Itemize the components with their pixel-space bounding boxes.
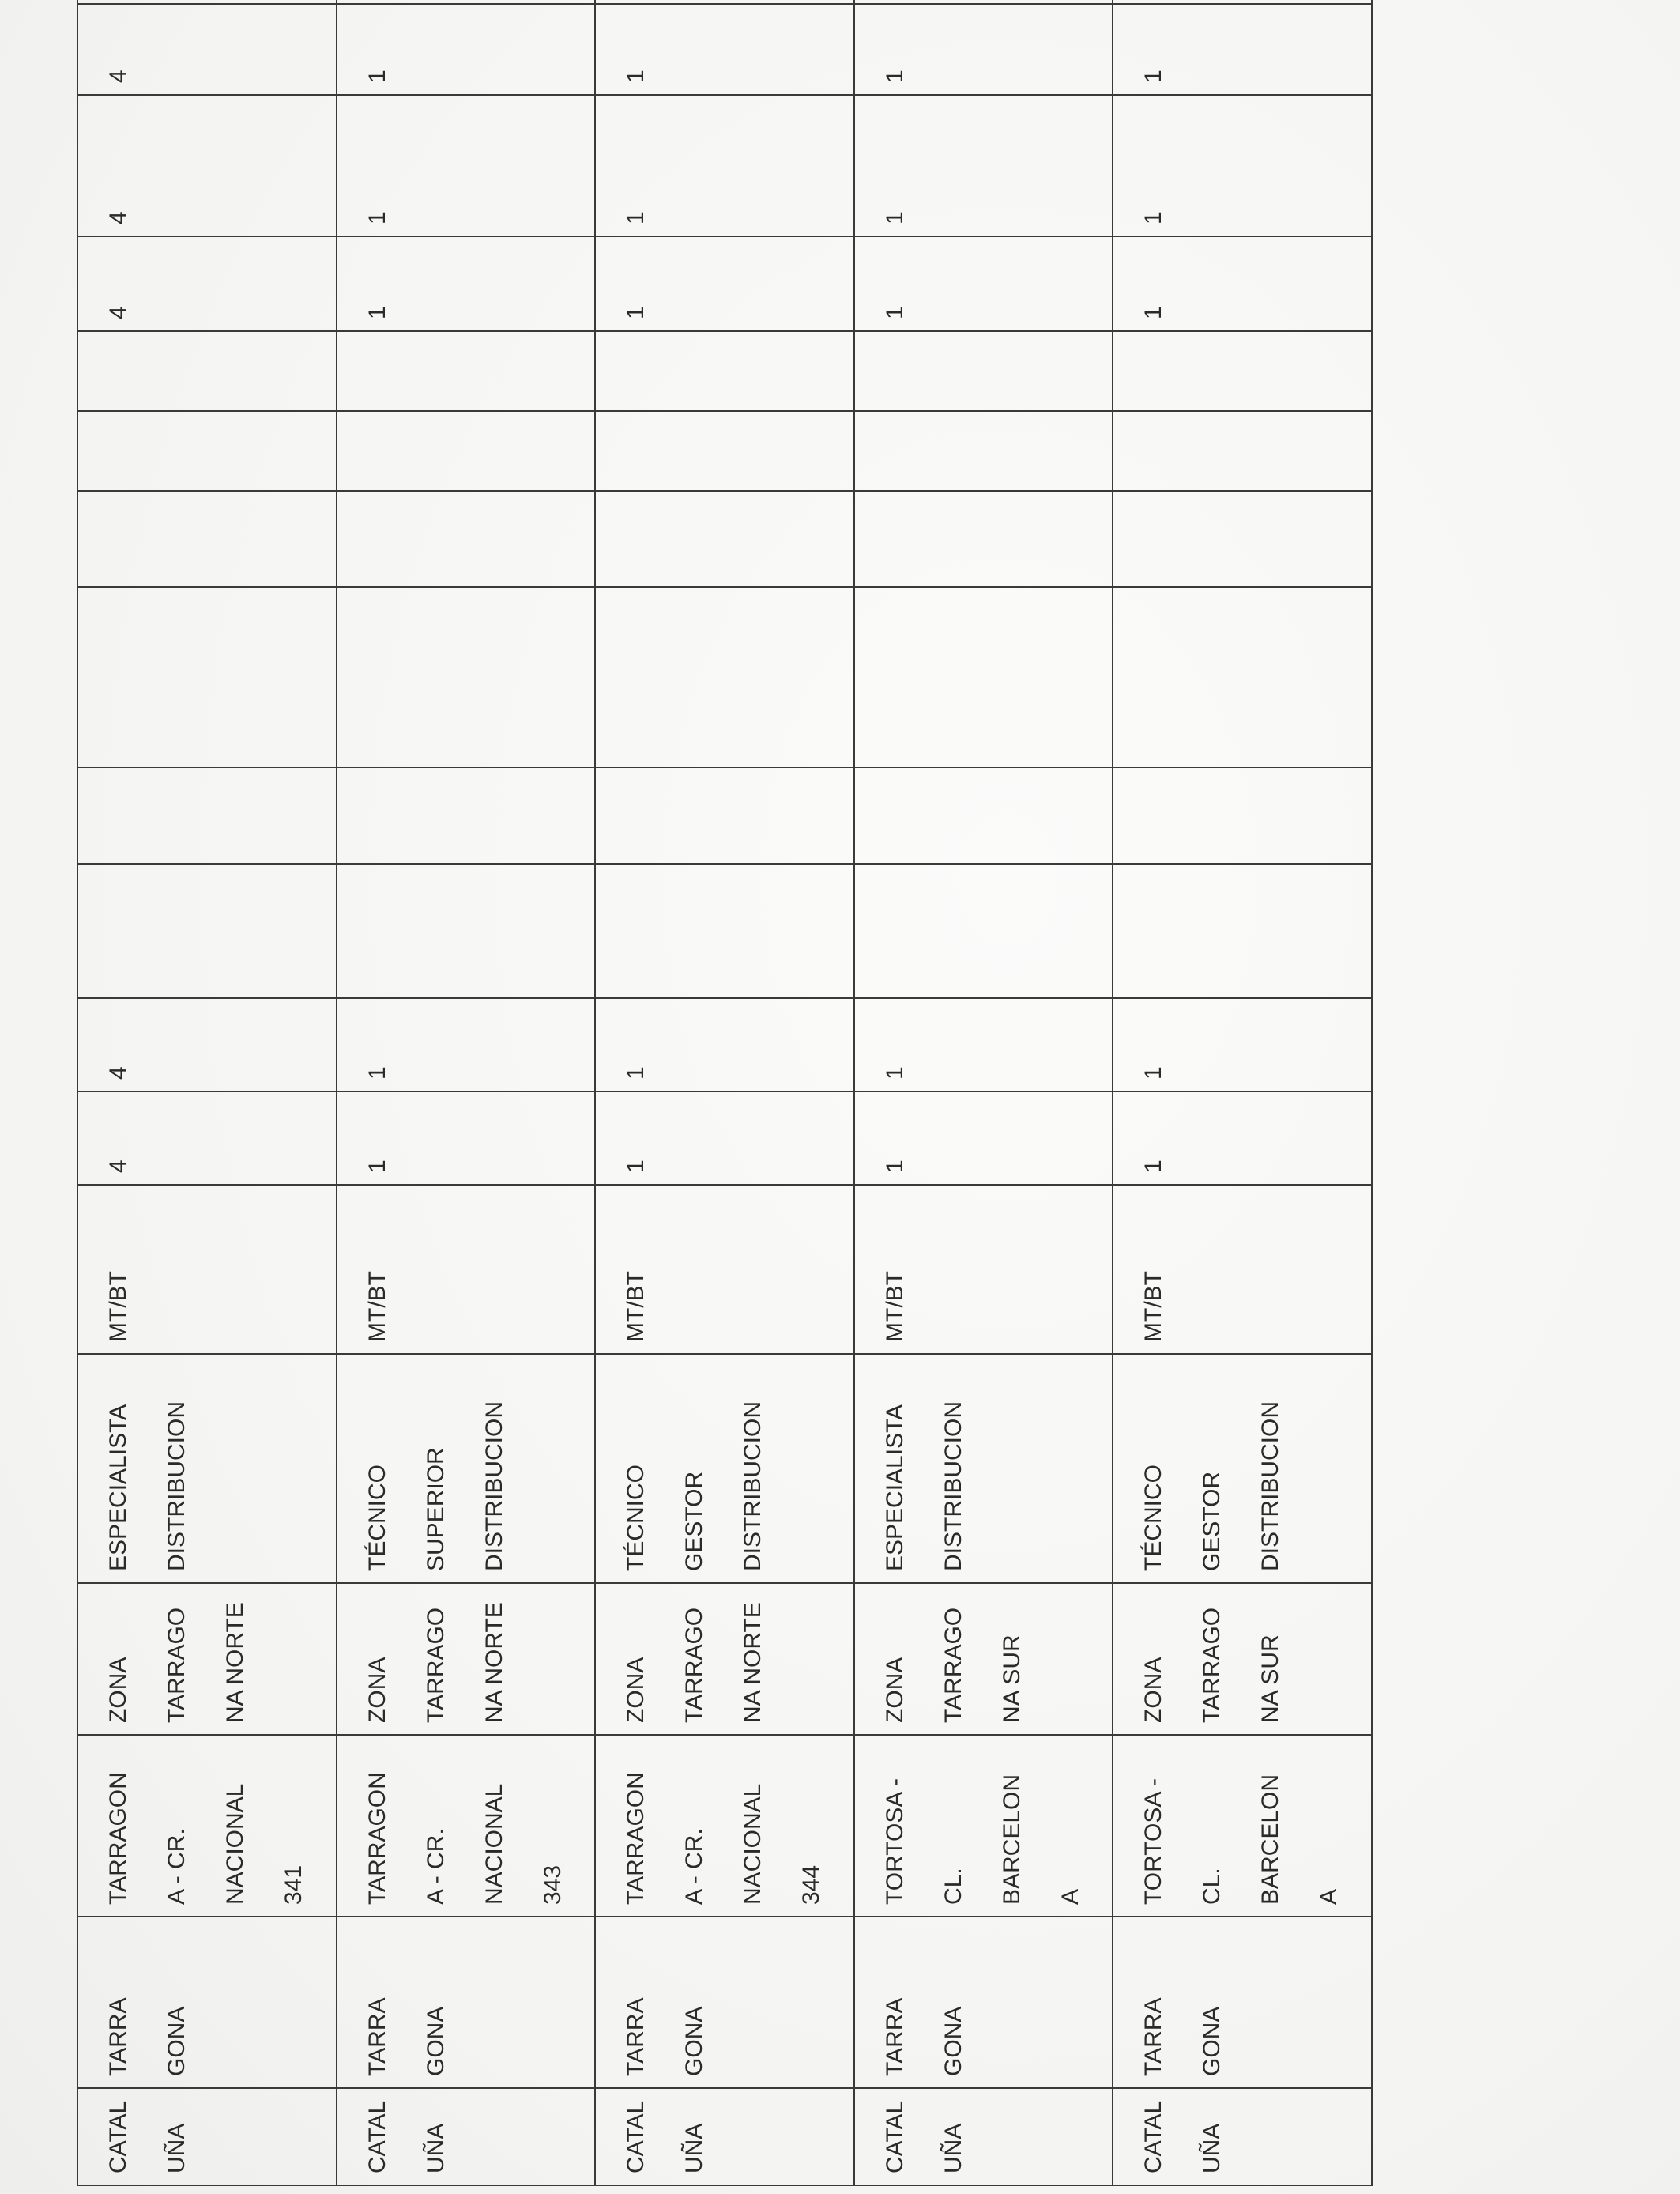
value-cell [337,0,596,4]
value-cell: 4 [77,1091,337,1185]
value-cell [77,767,337,864]
zone-cell-line: ZONA [363,1657,390,1723]
location-cell [337,1735,596,1917]
location-cell-line: A - CR. [164,1828,190,1905]
value-cell: 1 [337,4,596,95]
location-cell-line: TORTOSA - [1140,1777,1167,1905]
location-cell-line: CL. [1199,1868,1226,1905]
province-cell-line: GONA [422,2006,449,2076]
value-cell [1113,331,1372,411]
province-cell [595,1917,854,2088]
location-cell-line: TARRAGON [105,1772,131,1905]
zone-cell-line: TARRAGO [422,1607,449,1723]
zone-cell-line: NA NORTE [222,1602,248,1723]
table-row [854,0,1113,2185]
location-cell-line: 344 [798,1864,825,1905]
province-cell [854,1917,1113,2088]
value-cell [854,0,1113,4]
province-cell [1113,1917,1372,2088]
zone-cell-line: TARRAGO [940,1607,966,1723]
province-cell-line: GONA [1199,2006,1226,2076]
voltage-cell: MT/BT [1113,1185,1372,1354]
location-cell-line: A [1316,1888,1343,1905]
value-cell: 1 [337,1091,596,1185]
region-cell-line: CATAL [105,2100,131,2173]
zone-cell-line: ZONA [1140,1657,1167,1723]
region-cell [595,2088,854,2185]
location-cell [77,1735,337,1917]
value-cell [77,411,337,491]
region-cell-line: UÑA [1199,2123,1226,2173]
table-row [1113,0,1372,2185]
region-cell-line: CATAL [623,2100,650,2173]
region-cell-line: CATAL [363,2100,390,2173]
value-cell: 1 [595,236,854,331]
province-cell-line: TARRA [363,1997,390,2076]
value-cell [77,491,337,587]
value-cell: 1 [854,236,1113,331]
position-cell-line: TÉCNICO [363,1465,390,1571]
value-cell [1113,864,1372,998]
location-cell [595,1735,854,1917]
region-cell [854,2088,1113,2185]
value-cell [854,864,1113,998]
value-cell: 1 [337,236,596,331]
value-cell [337,587,596,767]
zone-cell [77,1583,337,1735]
location-cell-line: 341 [281,1864,307,1905]
value-cell [337,411,596,491]
value-cell [1113,0,1372,4]
value-cell: 1 [595,95,854,236]
region-cell-line: CATAL [881,2100,908,2173]
value-cell: 1 [854,95,1113,236]
zone-cell-line: TARRAGO [164,1607,190,1723]
position-cell-line: ESPECIALISTA [105,1404,131,1571]
position-cell-line: TÉCNICO [1140,1465,1167,1571]
location-cell [1113,1735,1372,1917]
location-cell-line: TORTOSA - [881,1777,908,1905]
region-cell-line: UÑA [164,2123,190,2173]
position-cell-line: GESTOR [1199,1471,1226,1571]
location-cell-line: NACIONAL [740,1783,767,1905]
value-cell [1113,767,1372,864]
value-cell [854,587,1113,767]
location-cell-line: A - CR. [422,1828,449,1905]
table-row [337,0,596,2185]
value-cell: 1 [1113,4,1372,95]
position-cell-line: DISTRIBUCION [740,1400,767,1571]
zone-cell-line: NA NORTE [480,1602,507,1723]
value-cell [77,331,337,411]
value-cell: 4 [77,236,337,331]
value-cell [1113,411,1372,491]
staffing-table [77,0,1373,2186]
location-cell-line: A - CR. [681,1828,708,1905]
region-cell-line: CATAL [1140,2100,1167,2173]
position-cell [1113,1354,1372,1583]
region-cell [337,2088,596,2185]
value-cell: 4 [77,998,337,1091]
position-cell-line: DISTRIBUCION [1257,1400,1284,1571]
position-cell-line: ESPECIALISTA [881,1404,908,1571]
province-cell [337,1917,596,2088]
value-cell [77,0,337,4]
position-cell-line: DISTRIBUCION [940,1400,966,1571]
value-cell [595,491,854,587]
value-cell: 1 [1113,1091,1372,1185]
zone-cell [1113,1583,1372,1735]
zone-cell-line: NA SUR [998,1634,1025,1723]
location-cell-line: TARRAGON [623,1772,650,1905]
position-cell [77,1354,337,1583]
voltage-cell: MT/BT [854,1185,1113,1354]
table-row [77,0,337,2185]
value-cell [595,331,854,411]
value-cell [595,767,854,864]
location-cell-line: TARRAGON [363,1772,390,1905]
value-cell: 1 [854,4,1113,95]
zone-cell [595,1583,854,1735]
province-cell [77,1917,337,2088]
position-cell-line: DISTRIBUCION [164,1400,190,1571]
value-cell [77,587,337,767]
value-cell: 1 [337,998,596,1091]
province-cell-line: TARRA [1140,1997,1167,2076]
position-cell [337,1354,596,1583]
value-cell [337,864,596,998]
value-cell: 1 [854,998,1113,1091]
value-cell [854,411,1113,491]
zone-cell [854,1583,1113,1735]
province-cell-line: TARRA [881,1997,908,2076]
location-cell-line: 343 [539,1864,566,1905]
voltage-cell: MT/BT [595,1185,854,1354]
value-cell: 1 [854,1091,1113,1185]
zone-cell-line: ZONA [881,1657,908,1723]
location-cell-line: CL. [940,1868,966,1905]
position-cell-line: GESTOR [681,1471,708,1571]
position-cell-line: SUPERIOR [422,1447,449,1571]
zone-cell [337,1583,596,1735]
value-cell [337,331,596,411]
zone-cell-line: ZONA [623,1657,650,1723]
region-cell-line: UÑA [422,2123,449,2173]
zone-cell-line: TARRAGO [681,1607,708,1723]
value-cell: 1 [595,998,854,1091]
location-cell-line: BARCELON [998,1774,1025,1905]
value-cell [595,587,854,767]
province-cell-line: GONA [940,2006,966,2076]
province-cell-line: GONA [681,2006,708,2076]
zone-cell-line: NA SUR [1257,1634,1284,1723]
zone-cell-line: TARRAGO [1199,1607,1226,1723]
value-cell [854,491,1113,587]
value-cell: 1 [1113,95,1372,236]
voltage-cell: MT/BT [337,1185,596,1354]
value-cell: 1 [595,4,854,95]
value-cell: 4 [77,95,337,236]
region-cell [1113,2088,1372,2185]
province-cell-line: GONA [164,2006,190,2076]
value-cell: 1 [595,1091,854,1185]
value-cell [854,331,1113,411]
position-cell [854,1354,1113,1583]
location-cell-line: NACIONAL [222,1783,248,1905]
value-cell [595,411,854,491]
province-cell-line: TARRA [105,1997,131,2076]
position-cell [595,1354,854,1583]
table-row [595,0,854,2185]
value-cell [77,864,337,998]
value-cell [337,767,596,864]
region-cell [77,2088,337,2185]
position-cell-line: TÉCNICO [623,1465,650,1571]
value-cell [854,767,1113,864]
region-cell-line: UÑA [681,2123,708,2173]
location-cell-line: NACIONAL [480,1783,507,1905]
voltage-cell: MT/BT [77,1185,337,1354]
zone-cell-line: ZONA [105,1657,131,1723]
value-cell [1113,491,1372,587]
rotated-page-content [77,14,1373,2194]
position-cell-line: DISTRIBUCION [480,1400,507,1571]
location-cell [854,1735,1113,1917]
value-cell [337,491,596,587]
zone-cell-line: NA NORTE [740,1602,767,1723]
location-cell-line: A [1057,1888,1083,1905]
province-cell-line: TARRA [623,1997,650,2076]
value-cell [595,864,854,998]
location-cell-line: BARCELON [1257,1774,1284,1905]
value-cell [1113,587,1372,767]
region-cell-line: UÑA [940,2123,966,2173]
value-cell: 4 [77,4,337,95]
value-cell: 1 [1113,998,1372,1091]
table-body [77,0,1372,2185]
value-cell [595,0,854,4]
value-cell: 1 [337,95,596,236]
value-cell: 1 [1113,236,1372,331]
